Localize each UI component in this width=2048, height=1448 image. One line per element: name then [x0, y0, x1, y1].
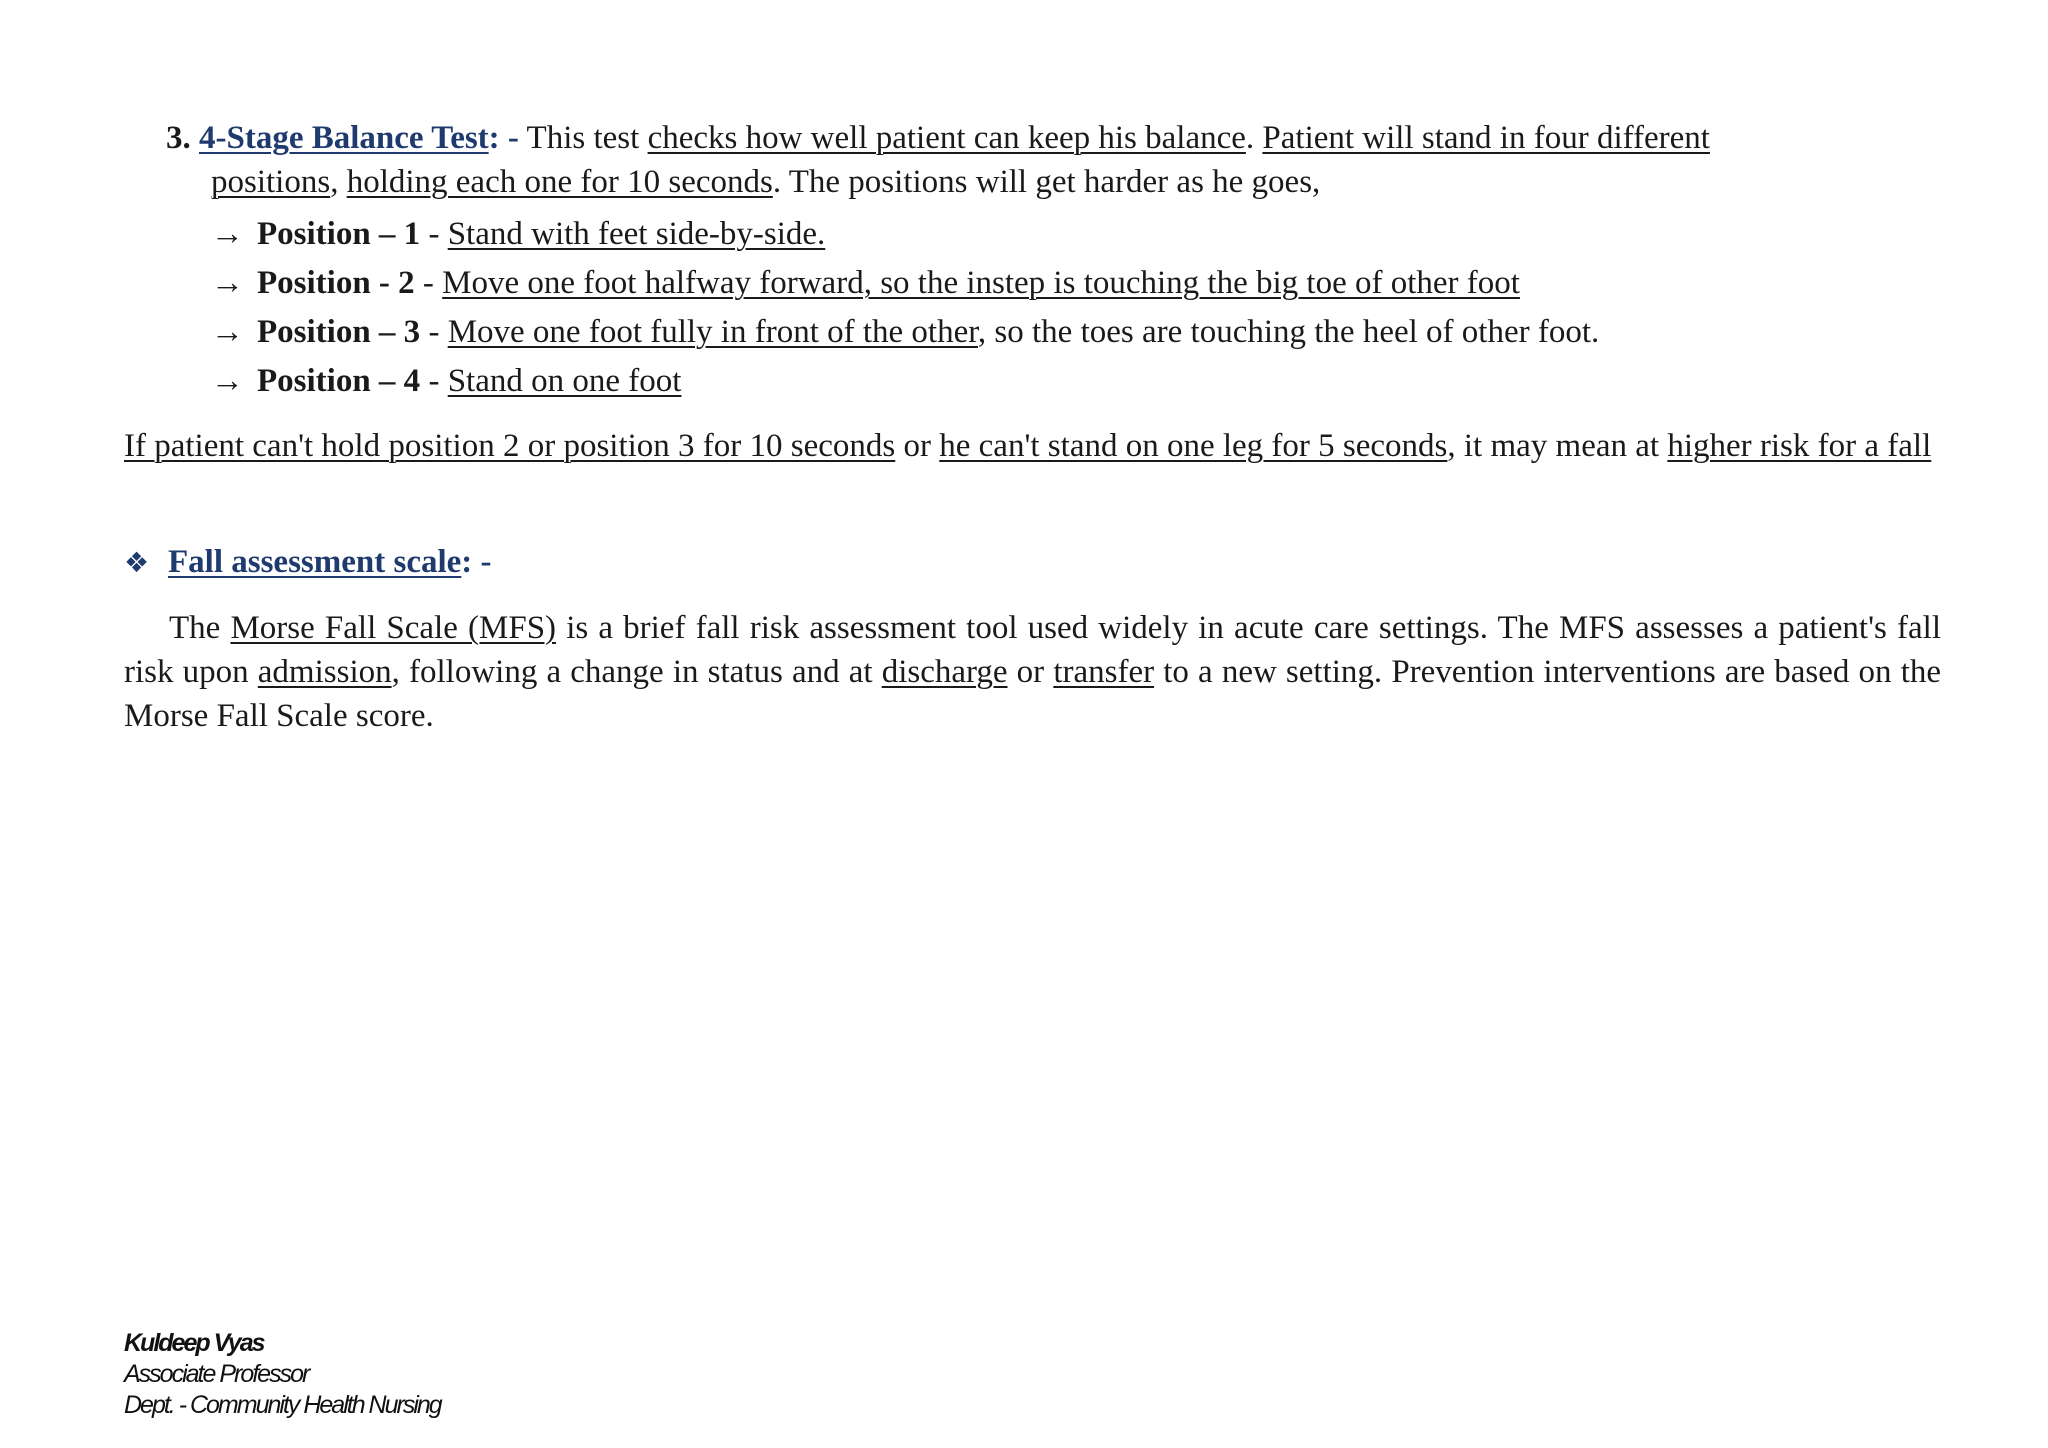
position-separator: -: [420, 314, 448, 350]
risk-text-1: or: [895, 428, 940, 464]
position-description: Move one foot halfway forward, so the instep is touching the big toe of other foot: [442, 265, 1520, 301]
morse-fall-scale-paragraph: [124, 606, 1941, 738]
mfs-text-2: is a brief fall risk assessment tool used widely in acute care settings. The MFS assesses a patient's fall risk upon: [124, 610, 1941, 690]
fall-assessment-heading: [124, 540, 492, 585]
intro-underlined-1: checks how well patient can keep his balance: [647, 120, 1246, 156]
mfs-underlined-4: transfer: [1053, 654, 1155, 690]
balance-test-section: [166, 116, 1816, 204]
position-description: Move one foot fully in front of the other: [447, 314, 978, 350]
mfs-text-5: to a new setting. Prevention interventions are based on the Morse Fall Scale score.: [124, 654, 1942, 734]
balance-test-title-link[interactable]: 4-Stage Balance Test: [199, 120, 489, 156]
position-item-3: [211, 308, 1599, 357]
position-rest: , so the toes are touching the heel of other foot.: [977, 314, 1600, 350]
position-description: Stand with feet side-by-side.: [447, 216, 826, 252]
intro-text-4: . The positions will get harder as he goes,: [772, 164, 1321, 200]
arrow-right-icon: →: [211, 314, 244, 350]
mfs-text-3: , following a change in status and at: [391, 654, 882, 690]
diamond-bullet-icon: ❖: [124, 546, 150, 579]
item-number: 3.: [166, 120, 191, 156]
risk-text-2: , it may mean at: [1447, 428, 1668, 464]
author-role: Associate Professor: [124, 1360, 309, 1388]
risk-underlined-3: higher risk for a fall: [1667, 428, 1932, 464]
position-label: Position – 4: [257, 363, 421, 399]
fall-assessment-title-suffix: : -: [461, 544, 492, 580]
arrow-right-icon: →: [211, 216, 244, 252]
intro-text-1: This test: [518, 120, 648, 156]
position-label: Position – 3: [257, 314, 421, 350]
positions-list: [211, 210, 1599, 406]
risk-underlined-1: If patient can't hold position 2 or position 3 for 10 seconds: [124, 428, 896, 464]
position-label: Position - 2: [257, 265, 415, 301]
position-separator: -: [420, 216, 448, 252]
mfs-text-4: or: [1007, 654, 1054, 690]
intro-text-2: .: [1245, 120, 1263, 156]
position-item-1: [211, 210, 1599, 259]
balance-test-title-suffix: : -: [488, 120, 519, 156]
mfs-underlined-1: Morse Fall Scale (MFS): [230, 610, 557, 646]
mfs-underlined-3: discharge: [881, 654, 1008, 690]
mfs-text-1: The: [169, 610, 231, 646]
balance-test-second-line: [166, 160, 1816, 204]
position-item-2: [211, 259, 1599, 308]
position-label: Position – 1: [257, 216, 421, 252]
fall-risk-paragraph: [124, 424, 1934, 468]
position-description: Stand on one foot: [447, 363, 682, 399]
fall-assessment-title-link[interactable]: Fall assessment scale: [168, 544, 462, 580]
risk-underlined-2: he can't stand on one leg for 5 seconds: [939, 428, 1448, 464]
author-name: Kuldeep Vyas: [124, 1329, 264, 1357]
position-separator: -: [420, 363, 448, 399]
intro-text-3: ,: [330, 164, 347, 200]
mfs-underlined-2: admission: [257, 654, 392, 690]
arrow-right-icon: →: [211, 265, 244, 301]
arrow-right-icon: →: [211, 363, 244, 399]
position-item-4: [211, 357, 1599, 406]
intro-underlined-4: holding each one for 10 seconds: [346, 164, 773, 200]
balance-test-first-line: [166, 116, 1816, 160]
author-footer: [124, 1328, 441, 1421]
position-separator: -: [414, 265, 443, 301]
intro-underlined-2: Patient will stand in four different: [1262, 120, 1710, 156]
author-department: Dept. - Community Health Nursing: [124, 1391, 441, 1419]
intro-underlined-3: positions: [211, 164, 331, 200]
